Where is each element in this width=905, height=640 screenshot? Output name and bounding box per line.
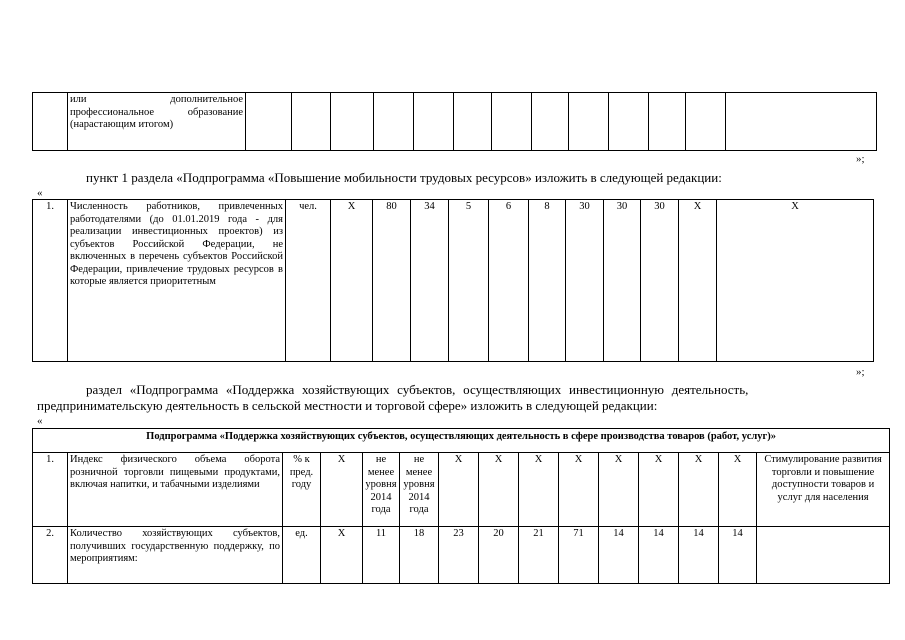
table-row [33, 527, 890, 584]
value-cell: не менее уровня 2014 года [363, 453, 400, 527]
table-row [33, 453, 890, 527]
unit: чел. [286, 200, 331, 362]
table-mobility [32, 199, 874, 362]
value-cell: Х [717, 200, 874, 362]
unit: ед. [283, 527, 321, 584]
row-number: 1. [33, 453, 68, 527]
close-quote: »; [856, 153, 865, 165]
value-cell: 11 [363, 527, 400, 584]
value-cell: 6 [489, 200, 529, 362]
table-continuation [32, 92, 877, 151]
value-cell: 14 [719, 527, 757, 584]
value-cell: Х [519, 453, 559, 527]
value-cell: 23 [439, 527, 479, 584]
value-cell: Х [559, 453, 599, 527]
value-cell: Х [321, 453, 363, 527]
measure [757, 527, 890, 584]
indicator-name: или дополнительное профессиональное образование (нарастающим итогом) [68, 93, 246, 151]
paragraph-instruction-2b: предпринимательскую деятельность в сельской местности и торговой сфере» изложить в следующей редакции: [37, 398, 658, 413]
value-cell: Х [679, 453, 719, 527]
value-cell: Х [479, 453, 519, 527]
value-cell: Х [439, 453, 479, 527]
value-cell: не менее уровня 2014 года [400, 453, 439, 527]
unit: % к пред. году [283, 453, 321, 527]
paragraph-instruction-1: пункт 1 раздела «Подпрограмма «Повышение мобильности трудовых ресурсов» изложить в следующей редакции: [86, 170, 722, 185]
table-row [33, 200, 874, 362]
value-cell: Х [321, 527, 363, 584]
subprogram-title: Подпрограмма «Поддержка хозяйствующих субъектов, осуществляющих деятельность в сфере производства товаров (работ, услуг)» [33, 429, 890, 453]
value-cell: 14 [639, 527, 679, 584]
value-cell: 30 [604, 200, 641, 362]
table-subprogram [32, 428, 890, 584]
row-number: 2. [33, 527, 68, 584]
indicator-name: Численность работников, привлеченных работодателями (до 01.01.2019 года - для реализации инвестиционных проектов) из субъектов Российской Федерации, не включенных в перечень субъектов Российской Федерации, привлечение трудовых ресурсов в которые является приоритетным [68, 200, 286, 362]
indicator-name: Количество хозяйствующих субъектов, получивших государственную поддержку, по мероприятиям: [68, 527, 283, 584]
paragraph-instruction-2a: раздел «Подпрограмма «Поддержка хозяйствующих субъектов, осуществляющих инвестиционную деятельность, [86, 382, 749, 397]
value-cell: Х [719, 453, 757, 527]
value-cell: 18 [400, 527, 439, 584]
measure: Стимулирование развития торговли и повышение доступности товаров и услуг для населения [757, 453, 890, 527]
value-cell: Х [679, 200, 717, 362]
value-cell: Х [331, 200, 373, 362]
table-row [33, 93, 877, 151]
value-cell: 8 [529, 200, 566, 362]
value-cell: Х [599, 453, 639, 527]
value-cell: Х [639, 453, 679, 527]
value-cell: 71 [559, 527, 599, 584]
table-cell [33, 93, 68, 151]
value-cell: 5 [449, 200, 489, 362]
open-quote: « [37, 415, 43, 427]
value-cell: 14 [599, 527, 639, 584]
value-cell: 30 [566, 200, 604, 362]
open-quote: « [37, 187, 43, 199]
value-cell: 34 [411, 200, 449, 362]
table-header-row [33, 429, 890, 453]
value-cell: 30 [641, 200, 679, 362]
indicator-name: Индекс физического объема оборота розничной торговли пищевыми продуктами, включая напитки, и табачными изделиями [68, 453, 283, 527]
value-cell: 80 [373, 200, 411, 362]
value-cell: 20 [479, 527, 519, 584]
row-number: 1. [33, 200, 68, 362]
value-cell: 14 [679, 527, 719, 584]
value-cell: 21 [519, 527, 559, 584]
close-quote: »; [856, 366, 865, 378]
